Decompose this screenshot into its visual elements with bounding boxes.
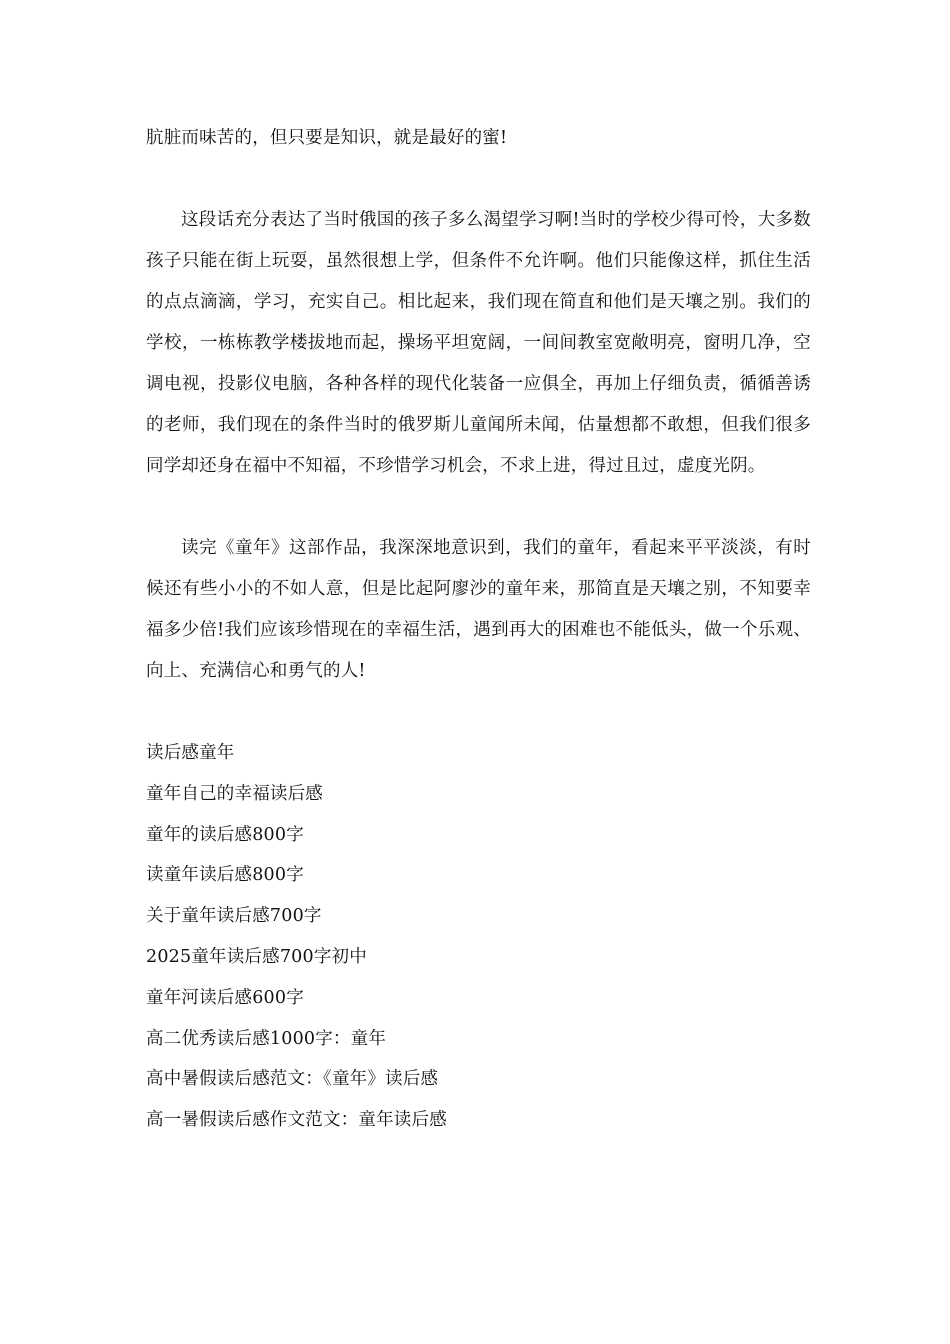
related-link[interactable]: 童年自己的幸福读后感: [146, 783, 323, 804]
related-link[interactable]: 高中暑假读后感范文：《童年》读后感: [146, 1069, 439, 1090]
related-link[interactable]: 2025童年读后感700字初中: [146, 946, 367, 967]
paragraph-conclusion: 读完《童年》这部作品，我深深地意识到，我们的童年，看起来平平淡淡，有时候还有些小小的不如人意，但是比起阿廖沙的童年来，那简直是天壤之别，不知要幸福多少倍!我们应该珍惜现在的幸福生活，遇到再大的困难也不能低头，做一个乐观、向上、充满信心和勇气的人!: [146, 538, 811, 681]
paragraph-continuation: 肮脏而味苦的，但只要是知识，就是最好的蜜!: [146, 128, 508, 148]
related-link[interactable]: 高二优秀读后感1000字：童年: [146, 1028, 387, 1049]
related-link[interactable]: 关于童年读后感700字: [146, 906, 322, 927]
related-link[interactable]: 童年的读后感800字: [146, 824, 304, 845]
related-link[interactable]: 童年河读后感600字: [146, 987, 304, 1008]
related-link[interactable]: 读后感童年: [146, 743, 235, 763]
paragraph-russian-children: 这段话充分表达了当时俄国的孩子多么渴望学习啊!当时的学校少得可怜，大多数孩子只能在街上玩耍，虽然很想上学，但条件不允许啊。他们只能像这样，抓住生活的点点滴滴，学习，充实自己。相比起来，我们现在简直和他们是天壤之别。我们的学校，一栋栋教学楼拔地而起，操场平坦宽阔，一间间教室宽敞明亮，窗明几净，空调电视，投影仪电脑，各种各样的现代化装备一应俱全，再加上仔细负责，循循善诱的老师，我们现在的条件当时的俄罗斯儿童闻所未闻，估量想都不敢想，但我们很多同学却还身在福中不知福，不珍惜学习机会，不求上进，得过且过，虚度光阴。: [146, 210, 811, 476]
related-articles-list: [146, 733, 811, 1141]
document-body: [146, 118, 811, 1157]
related-link[interactable]: 高一暑假读后感作文范文：童年读后感: [146, 1110, 447, 1131]
related-link[interactable]: 读童年读后感800字: [146, 865, 304, 886]
